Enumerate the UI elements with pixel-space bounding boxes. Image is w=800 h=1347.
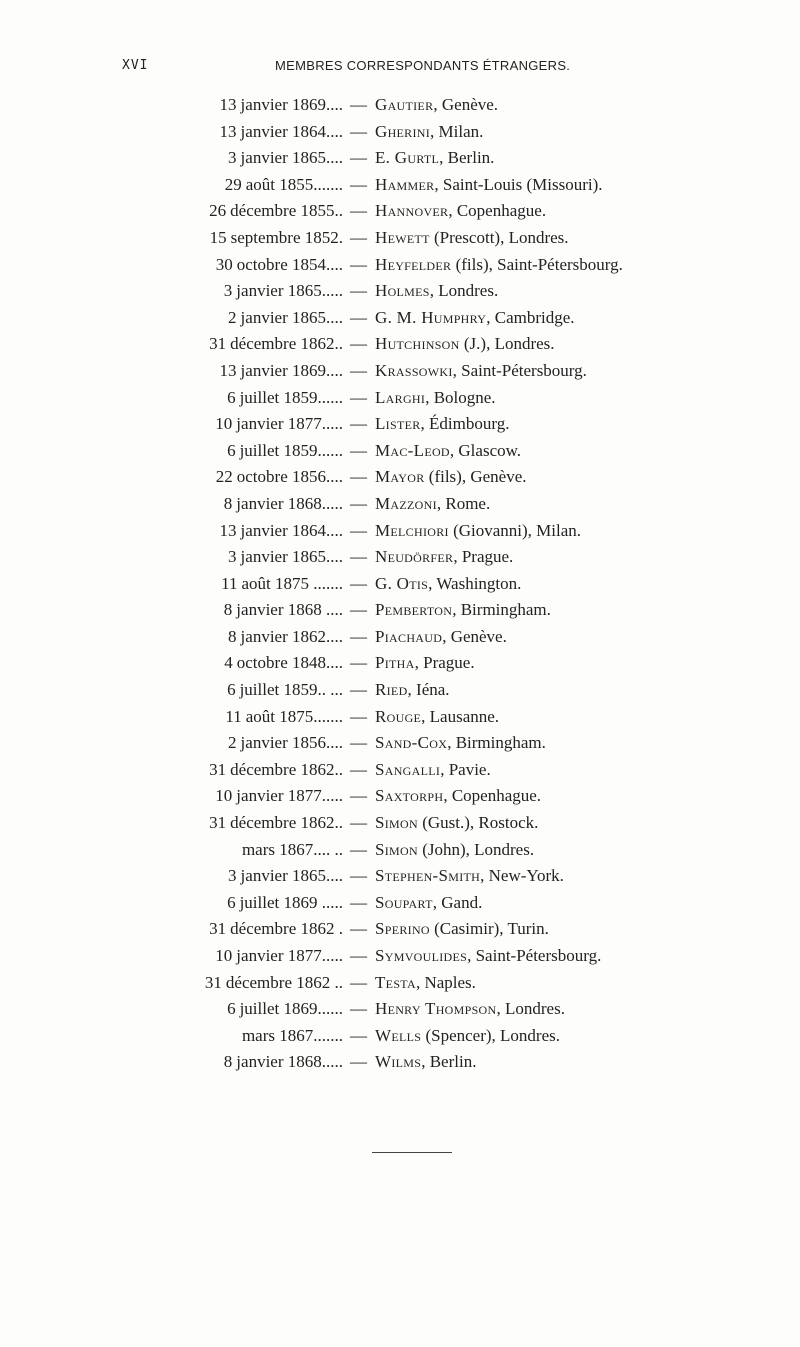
member-name: Hannover [375,201,449,221]
member-entry [375,1023,560,1050]
election-date [212,783,343,810]
election-day: 31 [209,334,227,354]
election-day: 13 [219,95,237,114]
election-month-year: juillet 1859...... [239,440,343,460]
member-entry [375,464,527,491]
member-entry [375,677,450,704]
election-date [212,943,343,970]
member-name: Ried [375,680,408,700]
election-date [206,757,343,784]
election-day: 6 [227,892,236,912]
member-entry [375,783,541,810]
election-day: 10 [215,786,233,806]
separator-dash: — [350,547,367,567]
separator-dash: — [350,972,367,992]
member-entry [375,624,507,651]
election-day: 3 [228,547,237,567]
election-date [212,411,343,438]
election-date [206,916,343,943]
election-date [212,491,343,518]
election-date [206,331,343,358]
member-row [0,890,800,917]
member-entry [375,863,564,890]
member-entry [375,92,498,119]
election-date [216,996,343,1023]
member-name: Hutchinson [375,334,460,354]
election-month-year: juillet 1869...... [239,999,343,1019]
separator-dash: — [350,626,367,646]
separator-dash: — [350,839,367,859]
member-name: Pemberton [375,600,453,620]
election-month-year: janvier 1864.... [240,520,343,540]
election-month-year: décembre 1862.. [230,813,343,833]
member-location: (John), Londres. [417,839,535,859]
separator-dash: — [350,95,367,114]
election-date [217,119,343,146]
running-title: MEMBRES CORRESPONDANTS ÉTRANGERS. [275,58,571,73]
member-row [0,650,800,677]
member-location: , Saint-Pétersbourg. [467,946,602,965]
member-name: Mac-Leod [375,440,450,460]
member-location: , Saint-Pétersbourg. [452,360,587,380]
member-row [0,331,800,358]
election-day: 3 [228,866,237,886]
election-day: 31 [209,813,227,833]
election-month-year: août 1875 ....... [241,573,343,593]
election-date [222,704,343,731]
member-location: (Casimir), Turin. [429,919,549,939]
member-location: (fils), Genève. [424,467,527,487]
member-location: , Londres. [429,281,499,301]
separator-dash: — [350,759,367,779]
election-day: 11 [225,706,242,726]
member-entry [375,491,490,518]
member-entry [375,970,476,997]
election-date [216,677,343,704]
election-date [206,810,343,837]
member-row [0,411,800,438]
member-entry [375,730,546,757]
election-day: 3 [228,148,237,168]
election-date [202,970,343,997]
member-entry [375,810,538,837]
election-month-year: janvier 1856.... [240,733,343,753]
member-entry [375,757,491,784]
member-name: Sperino [375,919,430,939]
member-location: , Iéna. [407,680,450,700]
member-row [0,757,800,784]
election-month-year: octobre 1856.... [236,467,343,487]
member-location: , Glascow. [449,440,522,460]
member-row [0,1049,800,1076]
election-date [222,172,343,199]
member-entry [375,198,546,225]
election-month-year: janvier 1877..... [236,946,343,965]
member-row [0,464,800,491]
member-row [0,1023,800,1050]
member-entry [375,358,587,385]
election-month-year: octobre 1848.... [236,653,343,673]
member-name: Mazzoni [375,493,437,513]
member-row [0,970,800,997]
election-month-year: janvier 1868..... [236,493,343,513]
member-row [0,438,800,465]
member-entry [375,305,575,332]
separator-dash: — [350,706,367,726]
member-entry [375,890,482,917]
member-name: Larghi [375,387,426,407]
member-entry [375,145,494,172]
member-row [0,597,800,624]
member-name: Gherini [375,121,431,141]
election-day: 8 [228,626,237,646]
member-name: Saxtorph [375,786,444,806]
election-month-year: janvier 1869.... [240,95,343,114]
separator-dash: — [350,360,367,380]
member-location: , Gand. [432,892,483,912]
election-day: 8 [223,493,233,513]
member-location: , Milan. [430,121,484,141]
member-location: , Bologne. [425,387,496,407]
election-month-year: janvier 1862.... [240,626,343,646]
election-date [217,730,343,757]
member-entry [375,438,521,465]
separator-dash: — [350,254,367,274]
election-month-year: juillet 1859...... [239,387,343,407]
election-day: 15 [209,227,227,247]
member-row [0,198,800,225]
member-location: , Édimbourg. [420,414,510,434]
member-entry [375,411,509,438]
member-entry [375,996,565,1023]
separator-dash: — [350,334,367,354]
member-location: , Birmingham. [447,733,546,753]
member-location: , Lausanne. [421,706,500,726]
member-name: Simon [375,839,418,859]
member-name: G. M. Humphry [375,307,487,327]
member-name: Sand-Cox [375,733,448,753]
member-row [0,677,800,704]
election-month-year: septembre 1852. [230,227,343,247]
election-month-year: juillet 1859.. ... [239,680,343,700]
election-date [212,1049,343,1076]
member-entry [375,597,551,624]
election-date [212,597,343,624]
election-date [212,278,343,305]
member-location: , Prague. [453,547,514,567]
election-day: 29 [224,174,242,194]
election-day: 8 [223,600,233,620]
election-day: 6 [227,387,236,407]
member-name: Henry Thompson [375,999,497,1019]
election-date [213,252,343,279]
election-day: 13 [219,121,237,141]
member-row [0,916,800,943]
election-date [217,863,343,890]
election-day: 6 [227,440,236,460]
election-day: 6 [227,999,236,1019]
election-date [213,464,343,491]
election-date [217,92,343,119]
election-month-year: août 1855....... [245,174,343,194]
member-location: , Copenhague. [448,201,547,221]
member-row [0,225,800,252]
separator-dash: — [350,121,367,141]
member-row [0,252,800,279]
member-entry [375,172,603,199]
separator-dash: — [350,573,367,593]
member-location: (Gust.), Rostock. [417,813,539,833]
election-day: 8 [223,1052,233,1072]
member-name: Hammer [375,174,435,194]
member-name: Holmes [375,281,430,301]
member-row [0,943,800,970]
member-entry [375,278,498,305]
member-row [0,358,800,385]
separator-dash: — [350,653,367,673]
election-day: 4 [224,653,233,673]
election-month-year: janvier 1864.... [240,121,343,141]
separator-dash: — [350,174,367,194]
election-day: 31 [209,919,227,939]
election-month-year: mars 1867.... .. [241,839,343,859]
page-header [0,58,800,80]
election-day: 31 [204,972,222,992]
member-name: Heyfelder [375,254,452,274]
member-entry [375,943,601,970]
member-entry [375,837,534,864]
member-row [0,145,800,172]
election-month-year: octobre 1854.... [236,254,343,274]
election-month-year: janvier 1877..... [236,414,343,434]
separator-dash: — [350,201,367,221]
election-month-year: décembre 1862 .. [225,972,343,992]
election-day: 2 [228,307,237,327]
member-entry [375,518,581,545]
member-name: Piachaud [375,626,443,646]
election-month-year: janvier 1868 .... [236,600,343,620]
election-month-year: mars 1867....... [241,1025,343,1045]
member-row [0,491,800,518]
separator-dash: — [350,414,367,434]
member-row [0,783,800,810]
election-day: 11 [221,573,238,593]
member-name: Stephen-Smith [375,866,481,886]
member-row [0,863,800,890]
election-date [218,837,343,864]
member-entry [375,650,475,677]
member-location: , Copenhague. [443,786,542,806]
member-row [0,571,800,598]
member-name: Soupart [375,892,433,912]
election-date [217,358,343,385]
election-day: 13 [219,520,237,540]
member-name: Hewett [375,227,430,247]
member-location: , Prague. [414,653,475,673]
member-entry [375,916,549,943]
member-row [0,278,800,305]
member-location: , Rome. [436,493,491,513]
member-row [0,704,800,731]
election-day: 2 [228,733,237,753]
election-date [217,544,343,571]
election-date [217,624,343,651]
separator-dash: — [350,227,367,247]
election-date [216,890,343,917]
member-entry [375,544,513,571]
separator-dash: — [350,148,367,168]
member-row [0,119,800,146]
member-location: (Giovanni), Milan. [448,520,582,540]
member-row [0,385,800,412]
member-location: (J.), Londres. [459,334,555,354]
election-date [216,385,343,412]
member-row [0,624,800,651]
member-location: , Pavie. [440,759,491,779]
member-location: , Washington. [428,573,522,593]
election-date [213,650,343,677]
separator-dash: — [350,1025,367,1045]
member-name: Melchiori [375,520,449,540]
member-location: (Prescott), Londres. [429,227,569,247]
separator-dash: — [350,440,367,460]
member-location: , Berlin. [439,148,495,168]
member-row [0,730,800,757]
election-date [216,438,343,465]
member-name: Wilms [375,1052,422,1072]
election-month-year: décembre 1862.. [230,759,343,779]
election-month-year: décembre 1855.. [230,201,343,221]
member-row [0,305,800,332]
member-list [0,92,800,1076]
member-entry [375,385,496,412]
election-day: 30 [215,254,233,274]
election-month-year: janvier 1865.... [240,547,343,567]
member-location: (fils), Saint-Pétersbourg. [451,254,623,274]
member-name: Wells [375,1025,422,1045]
separator-dash: — [350,387,367,407]
election-date [217,571,343,598]
member-entry [375,225,569,252]
member-location: , Berlin. [421,1052,477,1072]
election-day: 3 [223,281,233,301]
election-day: 13 [219,360,237,380]
separator-dash: — [350,281,367,301]
member-row [0,172,800,199]
page-number: XVI [122,58,149,73]
election-month-year: janvier 1865.... [240,307,343,327]
election-day: 10 [215,414,233,434]
election-day: 10 [215,946,233,965]
member-row [0,810,800,837]
separator-dash: — [350,680,367,700]
member-entry [375,1049,476,1076]
election-month-year: janvier 1865.... [240,148,343,168]
election-month-year: janvier 1865.... [240,866,343,886]
member-name: Neudörfer [375,547,454,567]
member-name: Sangalli [375,759,441,779]
election-day: 22 [215,467,233,487]
member-entry [375,331,555,358]
election-month-year: juillet 1869 ..... [239,892,343,912]
member-name: Simon [375,813,418,833]
member-entry [375,252,623,279]
election-date [217,518,343,545]
member-location: , Birmingham. [452,600,551,620]
election-month-year: décembre 1862.. [230,334,343,354]
member-name: Pitha [375,653,415,673]
separator-dash: — [350,1052,367,1072]
election-date [207,225,343,252]
separator-dash: — [350,892,367,912]
member-name: Testa [375,972,416,992]
separator-dash: — [350,866,367,886]
member-name: Rouge [375,706,422,726]
member-location: , Saint-Louis (Missouri). [434,174,603,194]
election-day: 26 [209,201,227,221]
election-month-year: janvier 1869.... [240,360,343,380]
member-location: , Naples. [415,972,476,992]
member-name: Gautier [375,95,434,114]
member-row [0,92,800,119]
separator-dash: — [350,520,367,540]
member-name: Mayor [375,467,425,487]
member-row [0,544,800,571]
election-date [217,145,343,172]
election-date [217,305,343,332]
member-name: E. Gurtl [375,148,440,168]
separator-dash: — [350,493,367,513]
member-location: , New-York. [480,866,564,886]
member-location: , Genève. [442,626,507,646]
member-location: , Cambridge. [486,307,575,327]
election-month-year: août 1875....... [245,706,343,726]
election-month-year: décembre 1862 . [230,919,343,939]
member-row [0,518,800,545]
member-row [0,996,800,1023]
end-rule [372,1152,452,1153]
member-name: Lister [375,414,421,434]
election-month-year: janvier 1868..... [236,1052,343,1072]
election-day: 6 [227,680,236,700]
separator-dash: — [350,467,367,487]
separator-dash: — [350,600,367,620]
member-entry [375,119,483,146]
member-location: (Spencer), Londres. [421,1025,560,1045]
separator-dash: — [350,919,367,939]
member-location: , Londres. [496,999,565,1019]
election-month-year: janvier 1877..... [236,786,343,806]
member-location: , Genève. [433,95,499,114]
separator-dash: — [350,733,367,753]
member-name: Symvoulides [375,946,468,965]
separator-dash: — [350,946,367,965]
separator-dash: — [350,999,367,1019]
separator-dash: — [350,307,367,327]
election-day: 31 [209,759,227,779]
separator-dash: — [350,786,367,806]
member-row [0,837,800,864]
member-entry [375,571,521,598]
member-name: Krassowki [375,360,453,380]
election-month-year: janvier 1865..... [236,281,343,301]
election-date [206,198,343,225]
election-date [218,1023,343,1050]
member-name: G. Otis [375,573,429,593]
member-entry [375,704,499,731]
separator-dash: — [350,813,367,833]
